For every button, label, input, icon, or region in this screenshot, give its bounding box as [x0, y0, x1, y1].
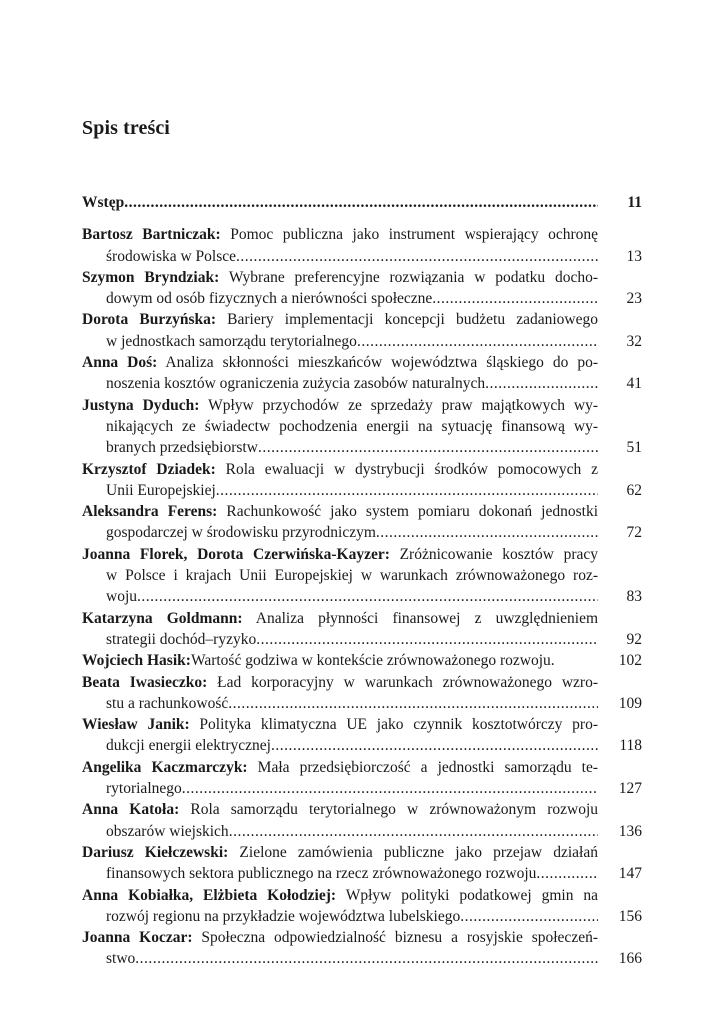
toc-entry-author: Beata Iwasieczko: [82, 673, 208, 691]
table-of-contents [82, 192, 642, 970]
toc-page-number: 51 [626, 439, 642, 457]
dot-leader [236, 246, 598, 267]
toc-entry-title: Społeczna odpowiedzialność biznesu a rosyjskie społeczeń- [201, 929, 598, 947]
toc-entry-title: Wpływ przychodów ze sprzedaży praw majątkowych wy- [208, 396, 598, 414]
toc-entry-title-end: branych przedsiębiorstw [106, 439, 258, 457]
toc-entry-title-end: rozwój regionu na przykładzie województwa lubelskiego [106, 907, 461, 925]
toc-entry[interactable] [82, 672, 642, 715]
toc-entry-author: Anna Kobiałka, Elżbieta Kołodziej: [82, 886, 337, 904]
dot-leader [485, 373, 598, 394]
toc-entry-title: Ład korporacyjny w warunkach zrównoważonego wzro- [217, 673, 598, 691]
toc-entry-author: Anna Katoła: [82, 801, 180, 819]
toc-entry-title-end: Unii Europejskiej [106, 481, 216, 499]
page-title: Spis treści [82, 117, 170, 139]
dot-leader [271, 735, 598, 756]
dot-leader [228, 693, 598, 714]
toc-entry-title: Zróżnicowanie kosztów pracy [399, 545, 598, 563]
toc-entry-author: Joanna Florek, Dorota Czerwińska-Kayzer: [82, 545, 390, 563]
toc-entry-author: Katarzyna Goldmann: [82, 609, 243, 627]
toc-entry-title-end: woju [106, 588, 137, 606]
toc-entry-title: Mała przedsiębiorczość a jednostki samorządu te- [257, 758, 598, 776]
toc-page-number: 83 [626, 588, 642, 606]
toc-entry-title: Analiza płynności finansowej z uwzględnieniem [255, 609, 598, 627]
toc-page-number: 136 [618, 822, 642, 840]
toc-entry-title-end: rytorialnego [106, 780, 182, 798]
toc-entry[interactable] [82, 885, 642, 928]
toc-entry-title-end: gospodarczej w środowisku przyrodniczym [106, 524, 376, 542]
toc-entry-title: Zielone zamówienia publiczne jako przejaw działań [239, 843, 598, 861]
toc-page-number: 92 [626, 630, 642, 648]
toc-entry[interactable] [82, 309, 642, 352]
toc-entry[interactable] [82, 927, 642, 970]
dot-leader [135, 948, 598, 969]
toc-entry-title: Wybrane preferencyjne rozwiązania w podatku docho- [228, 268, 598, 286]
toc-entry-title-end: stwo [106, 950, 136, 968]
dot-leader [258, 437, 598, 458]
dot-leader [137, 586, 598, 607]
toc-entry-title-end: środowiska w Polsce [106, 247, 237, 265]
toc-entry[interactable] [82, 714, 642, 757]
toc-entry-title: Rola samorządu terytorialnego w zrównoważonym rozwoju [190, 801, 598, 819]
toc-entry-title: Rola ewaluacji w dystrybucji środków pomocowych z [225, 460, 598, 478]
toc-entry[interactable] [82, 544, 642, 608]
dot-leader [357, 331, 598, 352]
toc-entry-title-end: dukcji energii elektrycznej [106, 737, 271, 755]
toc-entry[interactable] [82, 459, 642, 502]
toc-page-number: 13 [626, 247, 642, 265]
toc-entry-title-end: stu a rachunkowość [106, 694, 229, 712]
dot-leader [460, 906, 598, 927]
toc-entry-author: Wiesław Janik: [82, 716, 190, 734]
toc-entry[interactable] [82, 842, 642, 885]
dot-leader [182, 778, 598, 799]
toc-entry[interactable] [82, 224, 642, 267]
toc-page-number: 32 [626, 332, 642, 350]
toc-entries [82, 224, 642, 969]
dot-leader [229, 821, 598, 842]
toc-entry[interactable] [82, 352, 642, 395]
toc-entry-author: Krzysztof Dziadek: [82, 460, 216, 478]
toc-entry-author: Dorota Burzyńska: [82, 311, 217, 329]
toc-entry-intro[interactable] [82, 192, 642, 213]
dot-leader [216, 480, 598, 501]
dot-leader [124, 192, 598, 213]
toc-entry-title-end: dowym od osób fizycznych a nierówności społeczne [106, 290, 433, 308]
toc-page-number: 147 [618, 865, 642, 883]
toc-entry-title: nikających ze świadectw pochodzenia energii na sytuację finansową wy- [106, 417, 598, 435]
toc-entry-title: Analiza skłonności mieszkańców województwa śląskiego do po- [165, 354, 598, 372]
dot-leader [256, 629, 598, 650]
toc-entry-author: Bartosz Bartniczak: [82, 226, 221, 244]
toc-entry-author: Angelika Kaczmarczyk: [82, 758, 248, 776]
toc-entry[interactable] [82, 757, 642, 800]
dot-leader [432, 288, 598, 309]
toc-entry-author: Wojciech Hasik: [82, 652, 191, 670]
toc-entry-title: w Polsce i krajach Unii Europejskiej w warunkach zrównoważonego roz- [106, 567, 598, 585]
toc-entry-title: Wstęp [82, 194, 125, 211]
toc-entry[interactable] [82, 267, 642, 310]
toc-page-number: 156 [618, 907, 642, 925]
toc-entry-title-end: obszarów wiejskich [106, 822, 229, 840]
toc-entry-title: Rachunkowość jako system pomiaru dokonań jednostki [226, 503, 598, 521]
toc-page-number: 62 [626, 481, 642, 499]
toc-page-number: 23 [626, 290, 642, 308]
toc-page-number: 11 [627, 194, 642, 211]
toc-entry[interactable] [82, 395, 642, 459]
toc-entry-title: Wartość godziwa w kontekście zrównoważonego rozwoju. [190, 652, 555, 670]
toc-entry-title-end: w jednostkach samorządu terytorialnego [106, 332, 357, 350]
toc-entry-author: Anna Doś: [82, 354, 158, 372]
toc-entry-title: Wpływ polityki podatkowej gmin na [345, 886, 598, 904]
dot-leader [376, 522, 598, 543]
dot-leader [536, 863, 598, 884]
toc-page-number: 127 [618, 780, 642, 798]
toc-entry-author: Joanna Koczar: [82, 929, 193, 947]
toc-entry-title-end: noszenia kosztów ograniczenia zużycia zasobów naturalnych [106, 375, 486, 393]
toc-entry-title: Bariery implementacji koncepcji budżetu zadaniowego [227, 311, 598, 329]
toc-page-number: 102 [618, 652, 642, 670]
toc-page-number: 166 [618, 950, 642, 968]
toc-entry-author: Aleksandra Ferens: [82, 503, 218, 521]
toc-entry[interactable] [82, 799, 642, 842]
toc-entry-author: Justyna Dyduch: [82, 396, 200, 414]
toc-entry[interactable] [82, 608, 642, 651]
toc-entry-title: Polityka klimatyczna UE jako czynnik kosztotwórczy pro- [199, 716, 598, 734]
toc-entry[interactable] [82, 501, 642, 544]
toc-page-number: 41 [626, 375, 642, 393]
toc-entry-author: Szymon Bryndziak: [82, 268, 220, 286]
toc-entry-title: Pomoc publiczna jako instrument wspierający ochronę [230, 226, 598, 244]
toc-entry[interactable] [82, 650, 642, 671]
toc-page-number: 109 [618, 694, 642, 712]
toc-entry-author: Dariusz Kiełczewski: [82, 843, 229, 861]
toc-entry-title-end: finansowych sektora publicznego na rzecz zrównoważonego rozwoju [106, 865, 537, 883]
toc-page-number: 72 [626, 524, 642, 542]
toc-entry-title-end: strategii dochód–ryzyko [106, 630, 257, 648]
toc-page-number: 118 [619, 737, 642, 755]
